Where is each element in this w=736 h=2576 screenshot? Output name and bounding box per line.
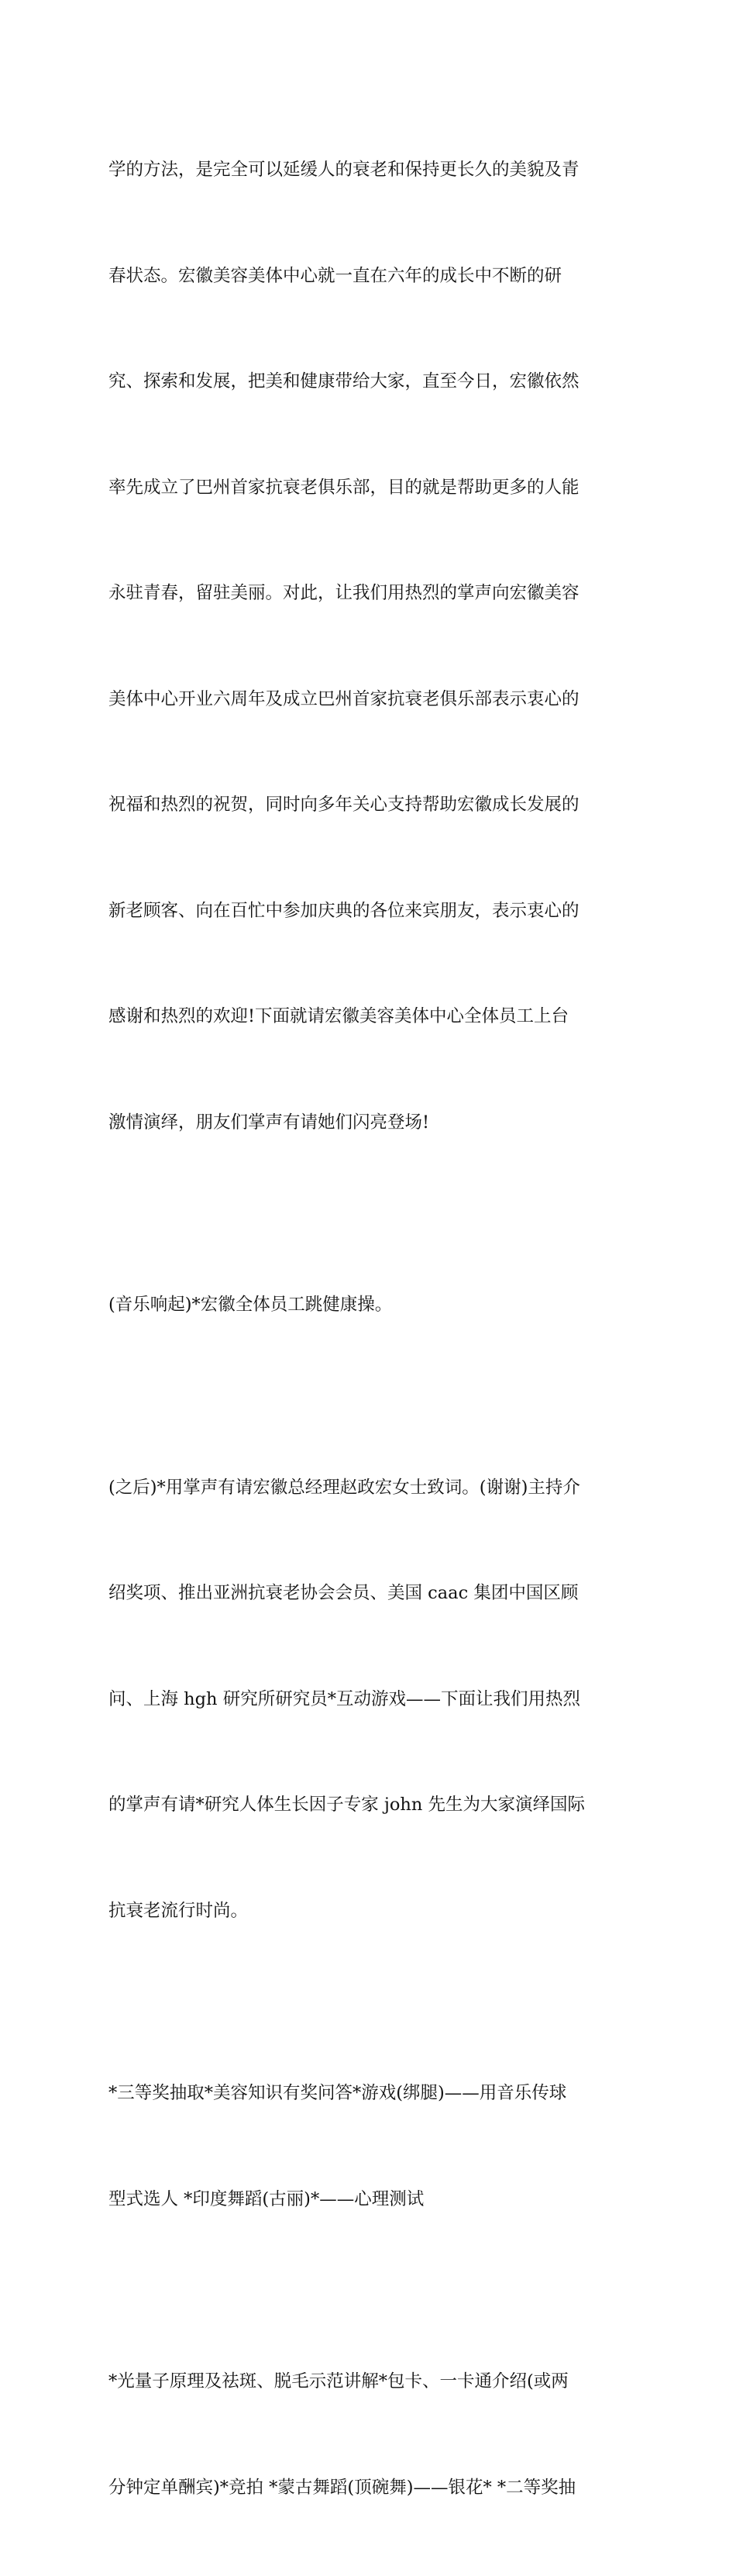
- text-line: 祝福和热烈的祝贺，同时向多年关心支持帮助宏徽成长发展的: [108, 795, 580, 815]
- text-line: 型式选人 *印度舞蹈(古丽)*——心理测试: [108, 2188, 425, 2209]
- text-line: 美体中心开业六周年及成立巴州首家抗衰老俱乐部表示衷心的: [108, 688, 580, 709]
- text-line: 分钟定单酬宾)*竞拍 *蒙古舞蹈(顶碗舞)——银花* *二等奖抽: [108, 2477, 576, 2498]
- text-line: *光量子原理及祛斑、脱毛示范讲解*包卡、一卡通介绍(或两: [108, 2371, 569, 2392]
- text-line: 问、上海 hgh 研究所研究员*互动游戏——下面让我们用热烈: [108, 1688, 580, 1709]
- text-line: 永驻青春，留驻美丽。对此，让我们用热烈的掌声向宏徽美容: [108, 583, 580, 603]
- text-line: 春状态。宏徽美容美体中心就一直在六年的成长中不断的研: [108, 265, 562, 286]
- text-line: 率先成立了巴州首家抗衰老俱乐部，目的就是帮助更多的人能: [108, 477, 580, 498]
- text-line: 的掌声有请*研究人体生长因子专家 john 先生为大家演绎国际: [108, 1795, 586, 1815]
- text-line: 新老顾客、向在百忙中参加庆典的各位来宾朋友，表示衷心的: [108, 900, 580, 921]
- text-line: 感谢和热烈的欢迎!下面就请宏徽美容美体中心全体员工上台: [108, 1006, 569, 1026]
- text-line: 抗衰老流行时尚。: [108, 1900, 249, 1921]
- text-line: (之后)*用掌声有请宏徽总经理赵政宏女士致词。(谢谢)主持介: [108, 1477, 580, 1498]
- text-line: (音乐响起)*宏徽全体员工跳健康操。: [108, 1295, 393, 1315]
- text-line: 学的方法，是完全可以延缓人的衰老和保持更长久的美貌及青: [108, 160, 580, 180]
- text-line: 绍奖项、推出亚洲抗衰老协会会员、美国 caac 集团中国区顾: [108, 1583, 579, 1603]
- paragraph-demonstration: [108, 2294, 632, 2576]
- paragraph-manager-speech: [108, 1400, 632, 2000]
- text-line: 激情演绎，朋友们掌声有请她们闪亮登场!: [108, 1112, 430, 1133]
- paragraph-third-prize: [108, 2005, 632, 2288]
- text-line: 究、探索和发展，把美和健康带给大家，直至今日，宏徽依然: [108, 371, 580, 391]
- text-line: *三等奖抽取*美容知识有奖问答*游戏(绑腿)——用音乐传球: [108, 2083, 567, 2103]
- document-body: [108, 82, 632, 2576]
- paragraph-music-cue: [108, 1217, 632, 1394]
- paragraph-opening-speech: [108, 82, 632, 1211]
